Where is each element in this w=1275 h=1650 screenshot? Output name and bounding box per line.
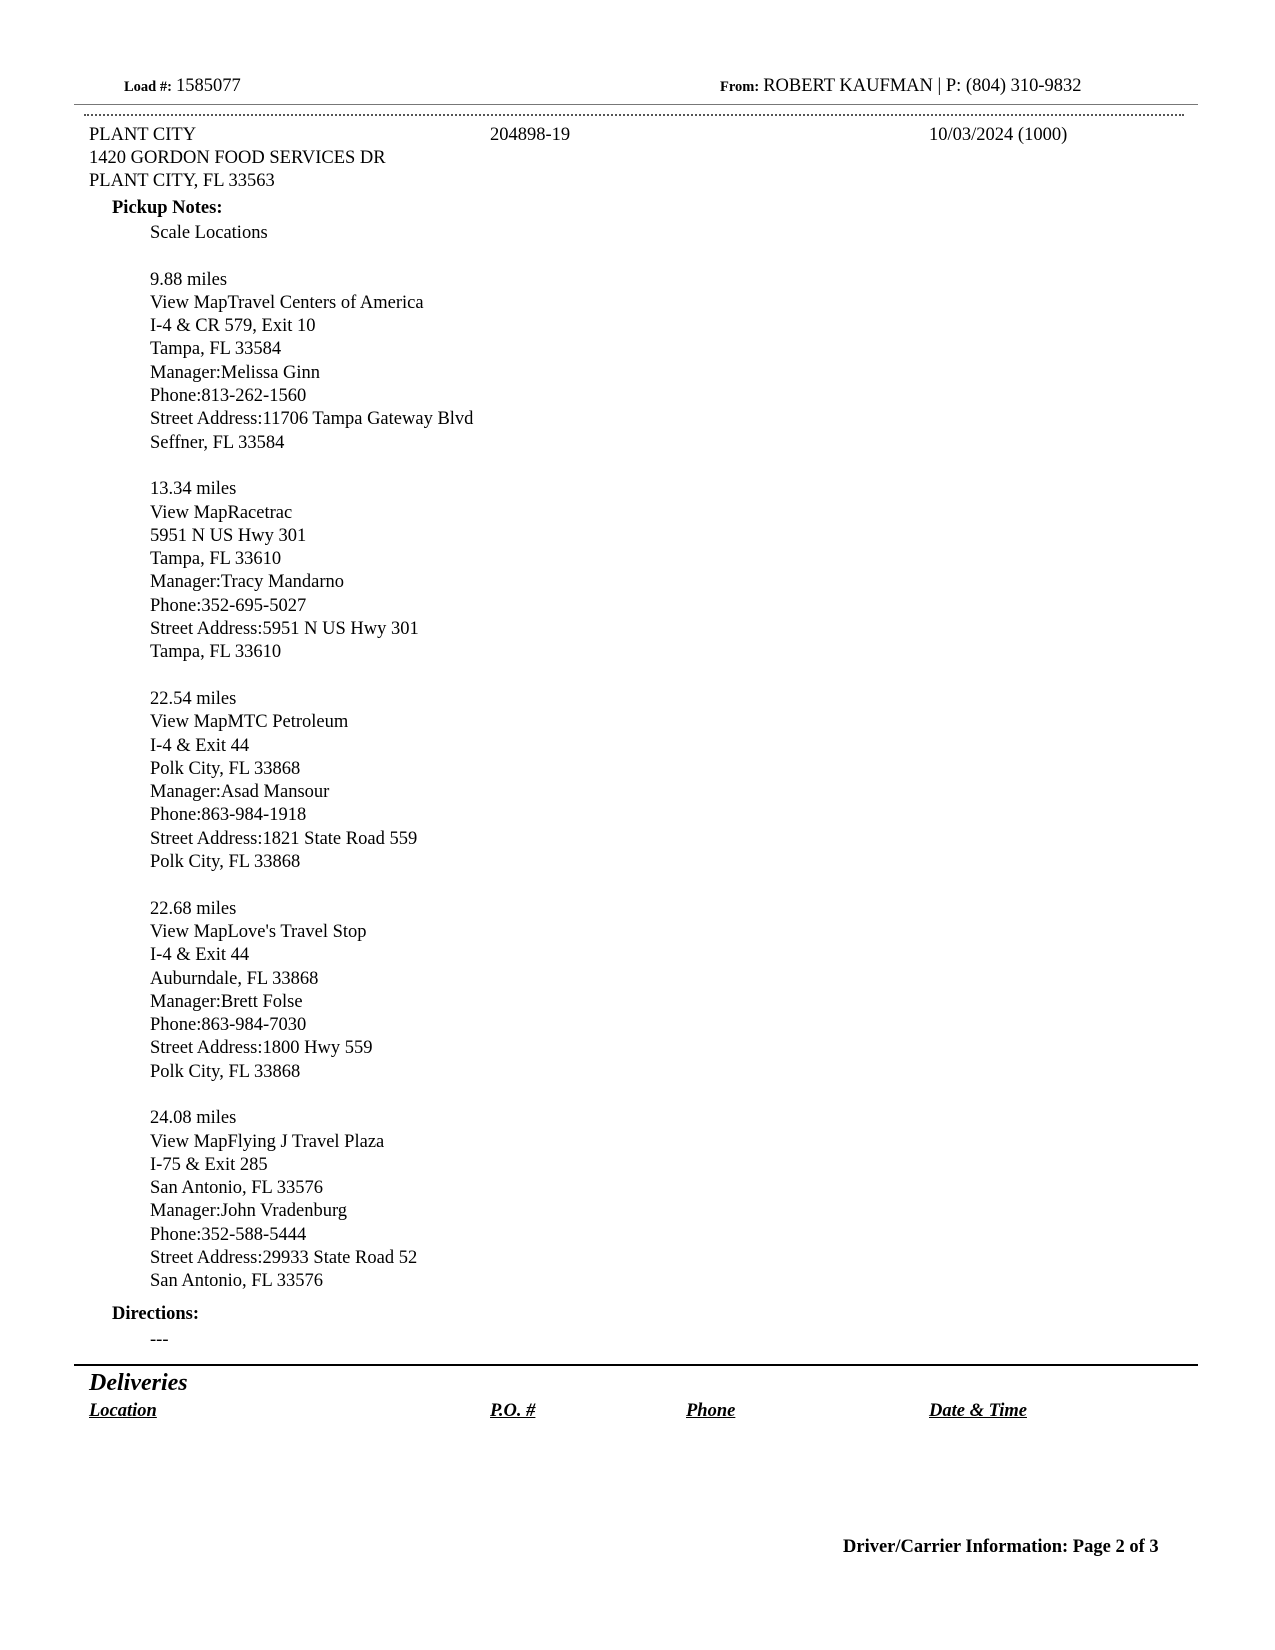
column-header-location: Location (89, 1401, 157, 1421)
stop-city: Tampa, FL 33584 (150, 339, 282, 360)
stop-name: View MapFlying J Travel Plaza (150, 1131, 385, 1152)
pickup-po-number: 204898-19 (490, 125, 571, 145)
stop-street-city: San Antonio, FL 33576 (150, 1271, 324, 1292)
stop-phone: Phone:813-262-1560 (150, 386, 307, 407)
dotted-divider (84, 114, 1184, 116)
stop-exit: I-75 & Exit 285 (150, 1154, 268, 1175)
stop-manager: Manager:Brett Folse (150, 991, 303, 1012)
stop-street-city: Polk City, FL 33868 (150, 852, 301, 873)
stop-street-city: Seffner, FL 33584 (150, 432, 285, 453)
stop-exit: I-4 & Exit 44 (150, 945, 250, 966)
load-label: Load #: (124, 79, 172, 95)
column-header-phone: Phone (686, 1401, 736, 1421)
load-value: 1585077 (175, 76, 241, 96)
stop-manager: Manager:Melissa Ginn (150, 362, 321, 383)
stop-distance: 22.54 miles (150, 688, 237, 709)
pickup-notes-label: Pickup Notes: (112, 198, 223, 218)
stop-distance: 24.08 miles (150, 1108, 237, 1129)
stop-distance: 13.34 miles (150, 479, 237, 500)
scale-location-5 (150, 1107, 473, 1293)
stop-exit: I-4 & Exit 44 (150, 735, 250, 756)
stop-phone: Phone:352-588-5444 (150, 1224, 307, 1245)
pickup-location (89, 124, 386, 193)
pickup-location-line: PLANT CITY, FL 33563 (89, 171, 275, 191)
stop-distance: 9.88 miles (150, 269, 228, 290)
stop-name: View MapMTC Petroleum (150, 712, 349, 733)
from-header (720, 76, 1082, 97)
pickup-location-line: 1420 GORDON FOOD SERVICES DR (89, 148, 386, 168)
directions-value: --- (150, 1330, 169, 1350)
from-label: From: (720, 79, 760, 95)
scale-location-1 (150, 269, 473, 455)
stop-city: Auburndale, FL 33868 (150, 968, 319, 989)
stop-phone: Phone:352-695-5027 (150, 595, 307, 616)
pickup-date-time: 10/03/2024 (1000) (929, 125, 1068, 145)
pickup-location-line: PLANT CITY (89, 125, 197, 145)
stop-name: View MapTravel Centers of America (150, 292, 424, 313)
stop-manager: Manager:Asad Mansour (150, 782, 330, 803)
page-footer: Driver/Carrier Information: Page 2 of 3 (843, 1537, 1159, 1557)
scale-location-2 (150, 478, 473, 664)
stop-street-address: Street Address:1821 State Road 559 (150, 828, 418, 849)
from-value: ROBERT KAUFMAN | P: (804) 310-9832 (763, 76, 1082, 96)
directions-label: Directions: (112, 1304, 199, 1324)
stop-city: Polk City, FL 33868 (150, 758, 301, 779)
stop-name: View MapRacetrac (150, 502, 293, 523)
header-divider (74, 104, 1198, 105)
stop-phone: Phone:863-984-1918 (150, 805, 307, 826)
column-header-date-time: Date & Time (929, 1401, 1027, 1421)
stop-exit: I-4 & CR 579, Exit 10 (150, 316, 316, 337)
load-number-header (124, 76, 241, 97)
scale-location-3 (150, 688, 473, 874)
column-header-po: P.O. # (490, 1401, 536, 1421)
stop-exit: 5951 N US Hwy 301 (150, 525, 307, 546)
stop-phone: Phone:863-984-7030 (150, 1015, 307, 1036)
stop-name: View MapLove's Travel Stop (150, 921, 367, 942)
stop-manager: Manager:Tracy Mandarno (150, 572, 345, 593)
stop-street-city: Tampa, FL 33610 (150, 642, 282, 663)
pickup-notes (150, 222, 473, 1294)
stop-street-city: Polk City, FL 33868 (150, 1061, 301, 1082)
stop-city: Tampa, FL 33610 (150, 549, 282, 570)
scale-location-4 (150, 898, 473, 1084)
stop-street-address: Street Address:1800 Hwy 559 (150, 1038, 373, 1059)
stop-city: San Antonio, FL 33576 (150, 1178, 324, 1199)
stop-street-address: Street Address:11706 Tampa Gateway Blvd (150, 409, 474, 430)
stop-street-address: Street Address:5951 N US Hwy 301 (150, 619, 419, 640)
notes-intro: Scale Locations (150, 223, 268, 243)
stop-manager: Manager:John Vradenburg (150, 1201, 348, 1222)
stop-distance: 22.68 miles (150, 898, 237, 919)
deliveries-divider (74, 1364, 1198, 1366)
stop-street-address: Street Address:29933 State Road 52 (150, 1248, 418, 1269)
deliveries-title: Deliveries (89, 1370, 188, 1396)
